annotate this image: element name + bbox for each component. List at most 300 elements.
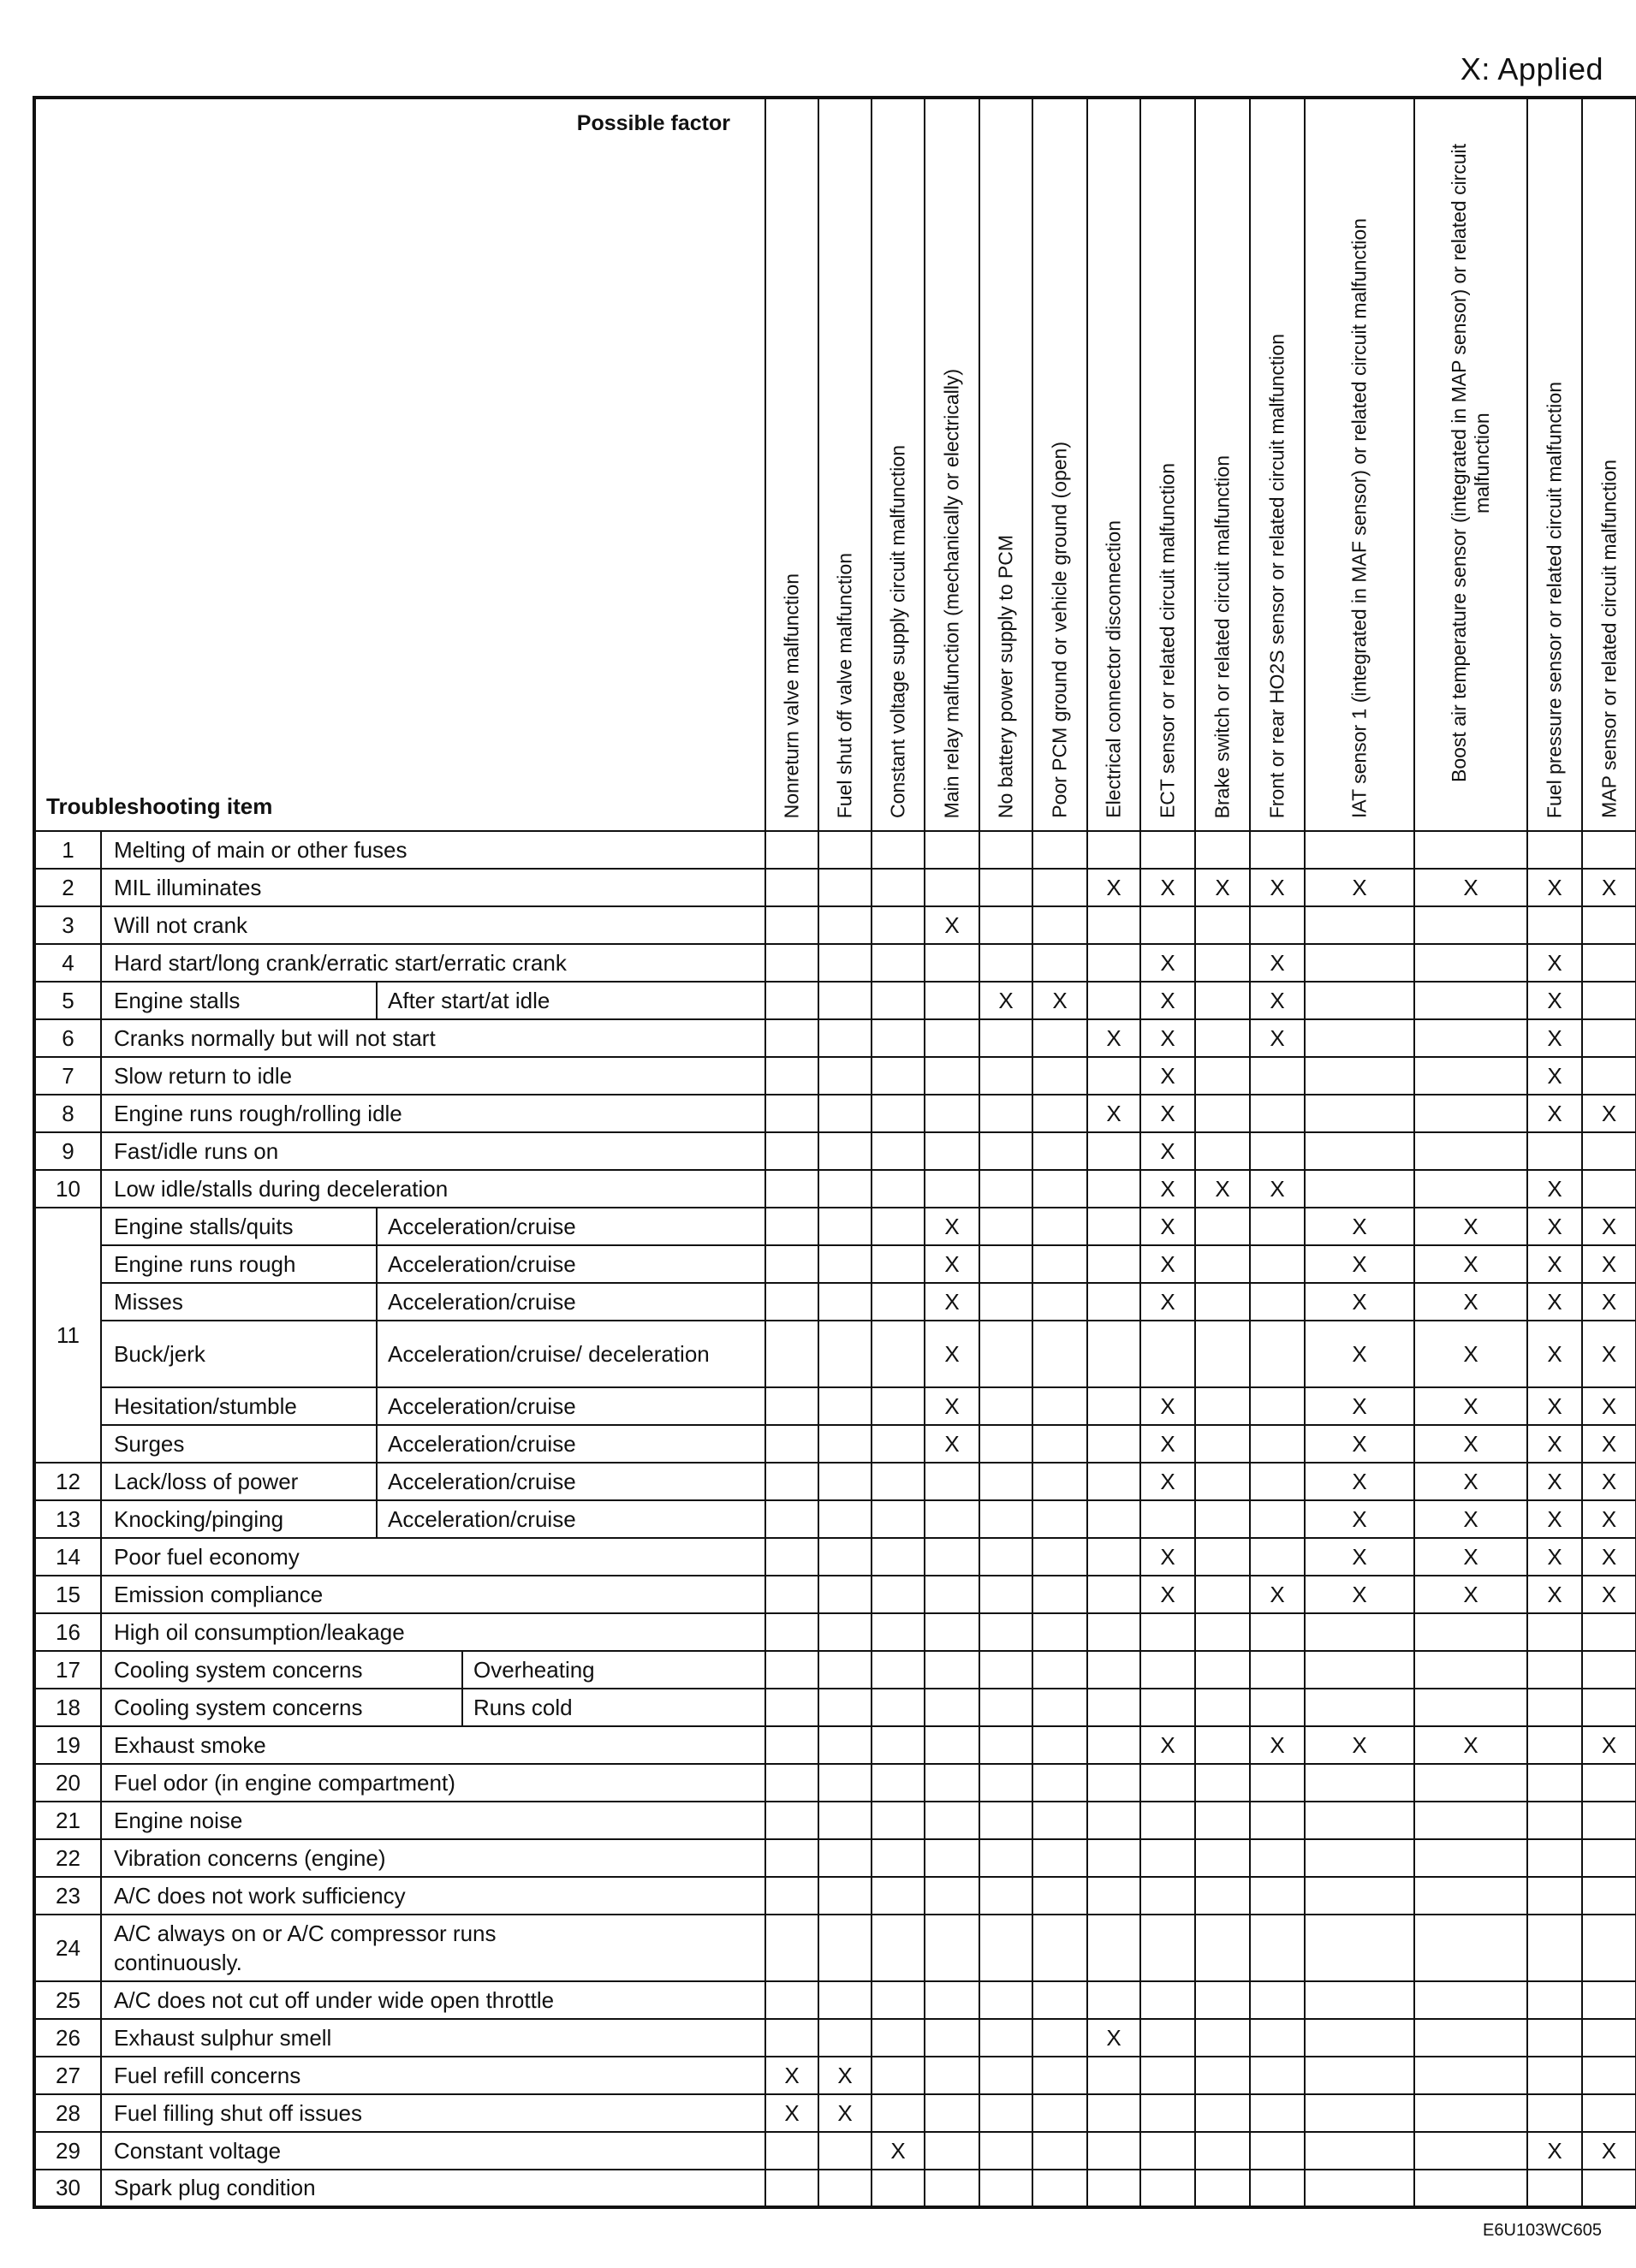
- mark-cell: [1305, 1463, 1414, 1500]
- mark-cell: [1195, 2170, 1250, 2207]
- mark-cell: [979, 1877, 1032, 1915]
- applied-mark: X: [1160, 1468, 1175, 1494]
- mark-cell: [925, 2094, 979, 2132]
- mark-cell: [1195, 1019, 1250, 1057]
- mark-cell: [1414, 1019, 1527, 1057]
- applied-mark: X: [1463, 1468, 1478, 1494]
- mark-cell: [979, 1981, 1032, 2019]
- applied-mark: X: [1547, 1250, 1562, 1277]
- mark-cell: [1305, 2132, 1414, 2170]
- mark-cell: [1032, 1463, 1087, 1500]
- mark-cell: [979, 1726, 1032, 1764]
- mark-cell: [1527, 1057, 1582, 1095]
- mark-cell: [979, 1613, 1032, 1651]
- mark-cell: [1140, 2094, 1195, 2132]
- mark-cell: [1527, 1726, 1582, 1764]
- mark-cell: [1527, 906, 1582, 944]
- mark-cell: [1250, 1839, 1305, 1877]
- mark-cell: [1305, 1981, 1414, 2019]
- mark-cell: [818, 1283, 872, 1321]
- mark-cell: [1250, 1208, 1305, 1245]
- mark-cell: [818, 2170, 872, 2207]
- item-label: High oil consumption/leakage: [101, 1613, 765, 1651]
- item-label: Engine noise: [101, 1802, 765, 1839]
- applied-mark: X: [1601, 1100, 1617, 1126]
- row-number: 18: [34, 1689, 101, 1726]
- mark-cell: [1582, 1877, 1636, 1915]
- mark-cell: [1527, 1538, 1582, 1576]
- mark-cell: [1305, 1915, 1414, 1981]
- mark-cell: [1414, 2094, 1527, 2132]
- mark-cell: [925, 1245, 979, 1283]
- troubleshooting-item-label: Troubleshooting item: [46, 793, 273, 819]
- row-number: 12: [34, 1463, 101, 1500]
- mark-cell: [1250, 1613, 1305, 1651]
- mark-cell: [1140, 1613, 1195, 1651]
- mark-cell: [979, 1245, 1032, 1283]
- mark-cell: [872, 1387, 925, 1425]
- mark-cell: [1305, 1321, 1414, 1387]
- mark-cell: [1414, 1576, 1527, 1613]
- possible-factor-label: Possible factor: [576, 111, 730, 135]
- condition-label: Acceleration/cruise: [377, 1208, 765, 1245]
- row-number: 20: [34, 1764, 101, 1802]
- mark-cell: [925, 1915, 979, 1981]
- mark-cell: [1582, 1726, 1636, 1764]
- mark-cell: [1250, 2019, 1305, 2057]
- applied-mark: X: [1601, 1250, 1617, 1277]
- item-label: A/C does not work sufficiency: [101, 1877, 765, 1915]
- item-label: Slow return to idle: [101, 1057, 765, 1095]
- mark-cell: [1414, 1726, 1527, 1764]
- factor-label: Fuel shut off valve malfunction: [833, 552, 856, 818]
- mark-cell: [1414, 2170, 1527, 2207]
- applied-mark: X: [1215, 874, 1230, 900]
- row-number: 7: [34, 1057, 101, 1095]
- condition-label: Acceleration/cruise: [377, 1387, 765, 1425]
- row-number: 30: [34, 2170, 101, 2207]
- mark-cell: [1527, 1802, 1582, 1839]
- mark-cell: [1414, 1170, 1527, 1208]
- mark-cell: [818, 1019, 872, 1057]
- applied-mark: X: [1270, 987, 1285, 1013]
- mark-cell: [1527, 2057, 1582, 2094]
- table-row: [34, 1613, 1636, 1651]
- mark-cell: [1250, 1915, 1305, 1981]
- mark-cell: [872, 2132, 925, 2170]
- mark-cell: [872, 1877, 925, 1915]
- mark-cell: [1414, 1651, 1527, 1689]
- mark-cell: [1195, 1095, 1250, 1132]
- mark-cell: [1032, 1019, 1087, 1057]
- factor-label: Poor PCM ground or vehicle ground (open): [1048, 442, 1071, 818]
- factor-header: [1032, 98, 1087, 831]
- mark-cell: [765, 1981, 818, 2019]
- mark-cell: [818, 1764, 872, 1802]
- mark-cell: [979, 1425, 1032, 1463]
- mark-cell: [1140, 906, 1195, 944]
- factor-header: [1305, 98, 1414, 831]
- condition-label: Runs cold: [461, 1689, 764, 1725]
- mark-cell: [818, 1613, 872, 1651]
- applied-mark: X: [1547, 1392, 1562, 1419]
- mark-cell: [1140, 1057, 1195, 1095]
- applied-mark: X: [1270, 1731, 1285, 1758]
- mark-cell: [1582, 869, 1636, 906]
- mark-cell: [872, 1132, 925, 1170]
- mark-cell: [765, 1613, 818, 1651]
- mark-cell: [925, 1726, 979, 1764]
- mark-cell: [1140, 1981, 1195, 2019]
- mark-cell: [1032, 1208, 1087, 1245]
- applied-mark: X: [1106, 1100, 1121, 1126]
- mark-cell: [765, 2094, 818, 2132]
- mark-cell: [765, 1802, 818, 1839]
- mark-cell: [1527, 1245, 1582, 1283]
- mark-cell: [765, 869, 818, 906]
- item-label: Cranks normally but will not start: [101, 1019, 765, 1057]
- mark-cell: [1087, 1764, 1140, 1802]
- applied-mark: X: [1160, 1024, 1175, 1051]
- mark-cell: [1140, 1132, 1195, 1170]
- mark-cell: [1250, 1170, 1305, 1208]
- mark-cell: [925, 1132, 979, 1170]
- mark-cell: [818, 1208, 872, 1245]
- mark-cell: [1527, 1170, 1582, 1208]
- mark-cell: [872, 1500, 925, 1538]
- condition-label: After start/at idle: [377, 982, 765, 1019]
- mark-cell: [872, 2094, 925, 2132]
- mark-cell: [1087, 1651, 1140, 1689]
- mark-cell: [925, 1095, 979, 1132]
- mark-cell: [1140, 1387, 1195, 1425]
- mark-cell: [872, 2019, 925, 2057]
- mark-cell: [818, 1057, 872, 1095]
- mark-cell: [1250, 1019, 1305, 1057]
- mark-cell: [1582, 1651, 1636, 1689]
- mark-cell: [1140, 1877, 1195, 1915]
- mark-cell: [1305, 1387, 1414, 1425]
- mark-cell: [925, 1613, 979, 1651]
- row-number: 3: [34, 906, 101, 944]
- mark-cell: [1140, 2057, 1195, 2094]
- mark-cell: [818, 1538, 872, 1576]
- mark-cell: [1087, 1057, 1140, 1095]
- mark-cell: [1414, 1802, 1527, 1839]
- table-row: [34, 1981, 1636, 2019]
- mark-cell: [1250, 2132, 1305, 2170]
- mark-cell: [1305, 1839, 1414, 1877]
- applied-mark: X: [1160, 1392, 1175, 1419]
- row-number: 15: [34, 1576, 101, 1613]
- applied-mark: X: [1270, 1175, 1285, 1202]
- applied-mark: X: [837, 2099, 853, 2126]
- mark-cell: [818, 982, 872, 1019]
- item-label: Cooling system concerns: [114, 1694, 363, 1720]
- applied-mark: X: [1547, 1024, 1562, 1051]
- mark-cell: [925, 1208, 979, 1245]
- mark-cell: [765, 1019, 818, 1057]
- mark-cell: [1087, 1802, 1140, 1839]
- mark-cell: [1582, 2094, 1636, 2132]
- applied-mark: X: [1160, 1543, 1175, 1570]
- mark-cell: [979, 1019, 1032, 1057]
- mark-cell: [1032, 1839, 1087, 1877]
- mark-cell: [979, 1132, 1032, 1170]
- mark-cell: [1305, 1095, 1414, 1132]
- row-number: 8: [34, 1095, 101, 1132]
- mark-cell: [979, 1095, 1032, 1132]
- mark-cell: [1527, 1095, 1582, 1132]
- mark-cell: [979, 982, 1032, 1019]
- row-number: 10: [34, 1170, 101, 1208]
- mark-cell: [1032, 1387, 1087, 1425]
- row-number: 14: [34, 1538, 101, 1576]
- mark-cell: [1305, 1019, 1414, 1057]
- applied-mark: X: [1547, 1505, 1562, 1532]
- mark-cell: [1195, 1245, 1250, 1283]
- mark-cell: [1087, 1208, 1140, 1245]
- mark-cell: [1527, 1576, 1582, 1613]
- mark-cell: [1527, 1689, 1582, 1726]
- mark-cell: [818, 1095, 872, 1132]
- mark-cell: [765, 1170, 818, 1208]
- applied-mark: X: [1463, 1731, 1478, 1758]
- mark-cell: [872, 1208, 925, 1245]
- row-number: 17: [34, 1651, 101, 1689]
- mark-cell: [872, 1726, 925, 1764]
- mark-cell: [765, 1245, 818, 1283]
- condition-label: Acceleration/cruise: [377, 1500, 765, 1538]
- factor-label: Constant voltage supply circuit malfunction: [886, 445, 909, 818]
- mark-cell: [1305, 831, 1414, 869]
- item-cell: [101, 1651, 765, 1689]
- row-number: 28: [34, 2094, 101, 2132]
- mark-cell: [925, 831, 979, 869]
- table-row: [34, 1538, 1636, 1576]
- mark-cell: [979, 944, 1032, 982]
- mark-cell: [1250, 1981, 1305, 2019]
- mark-cell: [1414, 1245, 1527, 1283]
- mark-cell: [925, 1689, 979, 1726]
- applied-mark: X: [784, 2062, 800, 2088]
- mark-cell: [1087, 1877, 1140, 1915]
- applied-mark: X: [1547, 987, 1562, 1013]
- mark-cell: [1414, 1321, 1527, 1387]
- mark-cell: [872, 1057, 925, 1095]
- applied-mark: X: [1601, 1392, 1617, 1419]
- table-row: [34, 1689, 1636, 1726]
- applied-mark: X: [1463, 1288, 1478, 1315]
- mark-cell: [1414, 1463, 1527, 1500]
- mark-cell: [1414, 1839, 1527, 1877]
- applied-mark: X: [1270, 874, 1285, 900]
- mark-cell: [1582, 2132, 1636, 2170]
- mark-cell: [818, 1387, 872, 1425]
- mark-cell: [1087, 1463, 1140, 1500]
- mark-cell: [765, 1764, 818, 1802]
- condition-label: Acceleration/cruise/ deceleration: [377, 1321, 765, 1387]
- mark-cell: [872, 1019, 925, 1057]
- mark-cell: [818, 944, 872, 982]
- mark-cell: [1195, 1057, 1250, 1095]
- mark-cell: [925, 2170, 979, 2207]
- factor-label: No battery power supply to PCM: [994, 534, 1017, 818]
- mark-cell: [1140, 1425, 1195, 1463]
- mark-cell: [1087, 1981, 1140, 2019]
- mark-cell: [765, 906, 818, 944]
- mark-cell: [1195, 1689, 1250, 1726]
- mark-cell: [1582, 2057, 1636, 2094]
- mark-cell: [872, 1651, 925, 1689]
- factor-label: Main relay malfunction (mechanically or electrically): [940, 368, 963, 818]
- mark-cell: [1250, 1057, 1305, 1095]
- row-number: 25: [34, 1981, 101, 2019]
- mark-cell: [765, 1463, 818, 1500]
- mark-cell: [818, 2057, 872, 2094]
- factor-label: Electrical connector disconnection: [1102, 520, 1125, 818]
- mark-cell: [1527, 1915, 1582, 1981]
- mark-cell: [925, 1170, 979, 1208]
- mark-cell: [872, 1170, 925, 1208]
- item-label: Constant voltage: [101, 2132, 765, 2170]
- mark-cell: [1087, 1019, 1140, 1057]
- table-row: [34, 1877, 1636, 1915]
- mark-cell: [1305, 1538, 1414, 1576]
- mark-cell: [1414, 1208, 1527, 1245]
- item-label: Vibration concerns (engine): [101, 1839, 765, 1877]
- table-row: [34, 2057, 1636, 2094]
- mark-cell: [1414, 1095, 1527, 1132]
- item-label: Buck/jerk: [101, 1321, 377, 1387]
- mark-cell: [818, 1245, 872, 1283]
- mark-cell: [818, 906, 872, 944]
- applied-mark: X: [1463, 1581, 1478, 1607]
- mark-cell: [1195, 2132, 1250, 2170]
- legend-applied: X: Applied: [1460, 51, 1603, 86]
- mark-cell: [1087, 2057, 1140, 2094]
- mark-cell: [979, 1057, 1032, 1095]
- mark-cell: [1582, 1057, 1636, 1095]
- applied-mark: X: [890, 2137, 906, 2164]
- mark-cell: [765, 1132, 818, 1170]
- applied-mark: X: [1547, 1175, 1562, 1202]
- mark-cell: [1414, 1613, 1527, 1651]
- item-label: Poor fuel economy: [101, 1538, 765, 1576]
- figure-code: E6U103WC605: [1483, 2221, 1602, 2240]
- mark-cell: [979, 906, 1032, 944]
- table-row: [34, 1387, 1636, 1425]
- mark-cell: [765, 831, 818, 869]
- item-cell: [101, 1689, 765, 1726]
- mark-cell: [1414, 1500, 1527, 1538]
- mark-cell: [979, 1576, 1032, 1613]
- mark-cell: [1582, 944, 1636, 982]
- applied-mark: X: [1463, 1250, 1478, 1277]
- mark-cell: [818, 1132, 872, 1170]
- mark-cell: [1032, 2057, 1087, 2094]
- mark-cell: [1032, 1538, 1087, 1576]
- mark-cell: [1032, 1500, 1087, 1538]
- matrix-body: [34, 831, 1636, 2207]
- mark-cell: [1250, 1651, 1305, 1689]
- mark-cell: [925, 1576, 979, 1613]
- item-label: MIL illuminates: [101, 869, 765, 906]
- mark-cell: [1527, 1019, 1582, 1057]
- mark-cell: [1582, 1245, 1636, 1283]
- item-label: Engine runs rough: [101, 1245, 377, 1283]
- mark-cell: [765, 1839, 818, 1877]
- mark-cell: [925, 1981, 979, 2019]
- mark-cell: [1087, 1726, 1140, 1764]
- mark-cell: [1195, 1425, 1250, 1463]
- mark-cell: [1087, 869, 1140, 906]
- mark-cell: [1582, 1132, 1636, 1170]
- mark-cell: [1582, 1839, 1636, 1877]
- mark-cell: [979, 1839, 1032, 1877]
- mark-cell: [979, 1764, 1032, 1802]
- applied-mark: X: [1160, 1062, 1175, 1089]
- mark-cell: [979, 1387, 1032, 1425]
- applied-mark: X: [1270, 1581, 1285, 1607]
- mark-cell: [1195, 1651, 1250, 1689]
- mark-cell: [1250, 2170, 1305, 2207]
- mark-cell: [1527, 831, 1582, 869]
- mark-cell: [1087, 1839, 1140, 1877]
- item-label: Lack/loss of power: [101, 1463, 377, 1500]
- row-number: 23: [34, 1877, 101, 1915]
- condition-label: Acceleration/cruise: [377, 1425, 765, 1463]
- mark-cell: [1195, 1170, 1250, 1208]
- applied-mark: X: [1160, 1100, 1175, 1126]
- mark-cell: [1414, 1877, 1527, 1915]
- mark-cell: [1140, 1915, 1195, 1981]
- applied-mark: X: [1352, 1430, 1367, 1457]
- mark-cell: [1305, 1208, 1414, 1245]
- item-label: Knocking/pinging: [101, 1500, 377, 1538]
- mark-cell: [1032, 1057, 1087, 1095]
- mark-cell: [1250, 1538, 1305, 1576]
- applied-mark: X: [1547, 1062, 1562, 1089]
- mark-cell: [818, 1726, 872, 1764]
- item-label: Will not crank: [101, 906, 765, 944]
- mark-cell: [1087, 2170, 1140, 2207]
- mark-cell: [1140, 1170, 1195, 1208]
- mark-cell: [1195, 831, 1250, 869]
- applied-mark: X: [837, 2062, 853, 2088]
- mark-cell: [818, 869, 872, 906]
- mark-cell: [979, 1463, 1032, 1500]
- mark-cell: [1140, 1283, 1195, 1321]
- mark-cell: [1195, 1132, 1250, 1170]
- mark-cell: [1582, 2170, 1636, 2207]
- mark-cell: [818, 2094, 872, 2132]
- mark-cell: [1140, 1463, 1195, 1500]
- mark-cell: [1140, 831, 1195, 869]
- mark-cell: [1087, 1095, 1140, 1132]
- mark-cell: [1087, 1915, 1140, 1981]
- mark-cell: [872, 869, 925, 906]
- mark-cell: [872, 1576, 925, 1613]
- mark-cell: [1032, 2019, 1087, 2057]
- mark-cell: [765, 1095, 818, 1132]
- applied-mark: X: [944, 1213, 960, 1239]
- item-label: Spark plug condition: [101, 2170, 765, 2207]
- applied-mark: X: [1547, 1543, 1562, 1570]
- mark-cell: [1414, 906, 1527, 944]
- mark-cell: [1250, 1132, 1305, 1170]
- mark-cell: [1305, 1132, 1414, 1170]
